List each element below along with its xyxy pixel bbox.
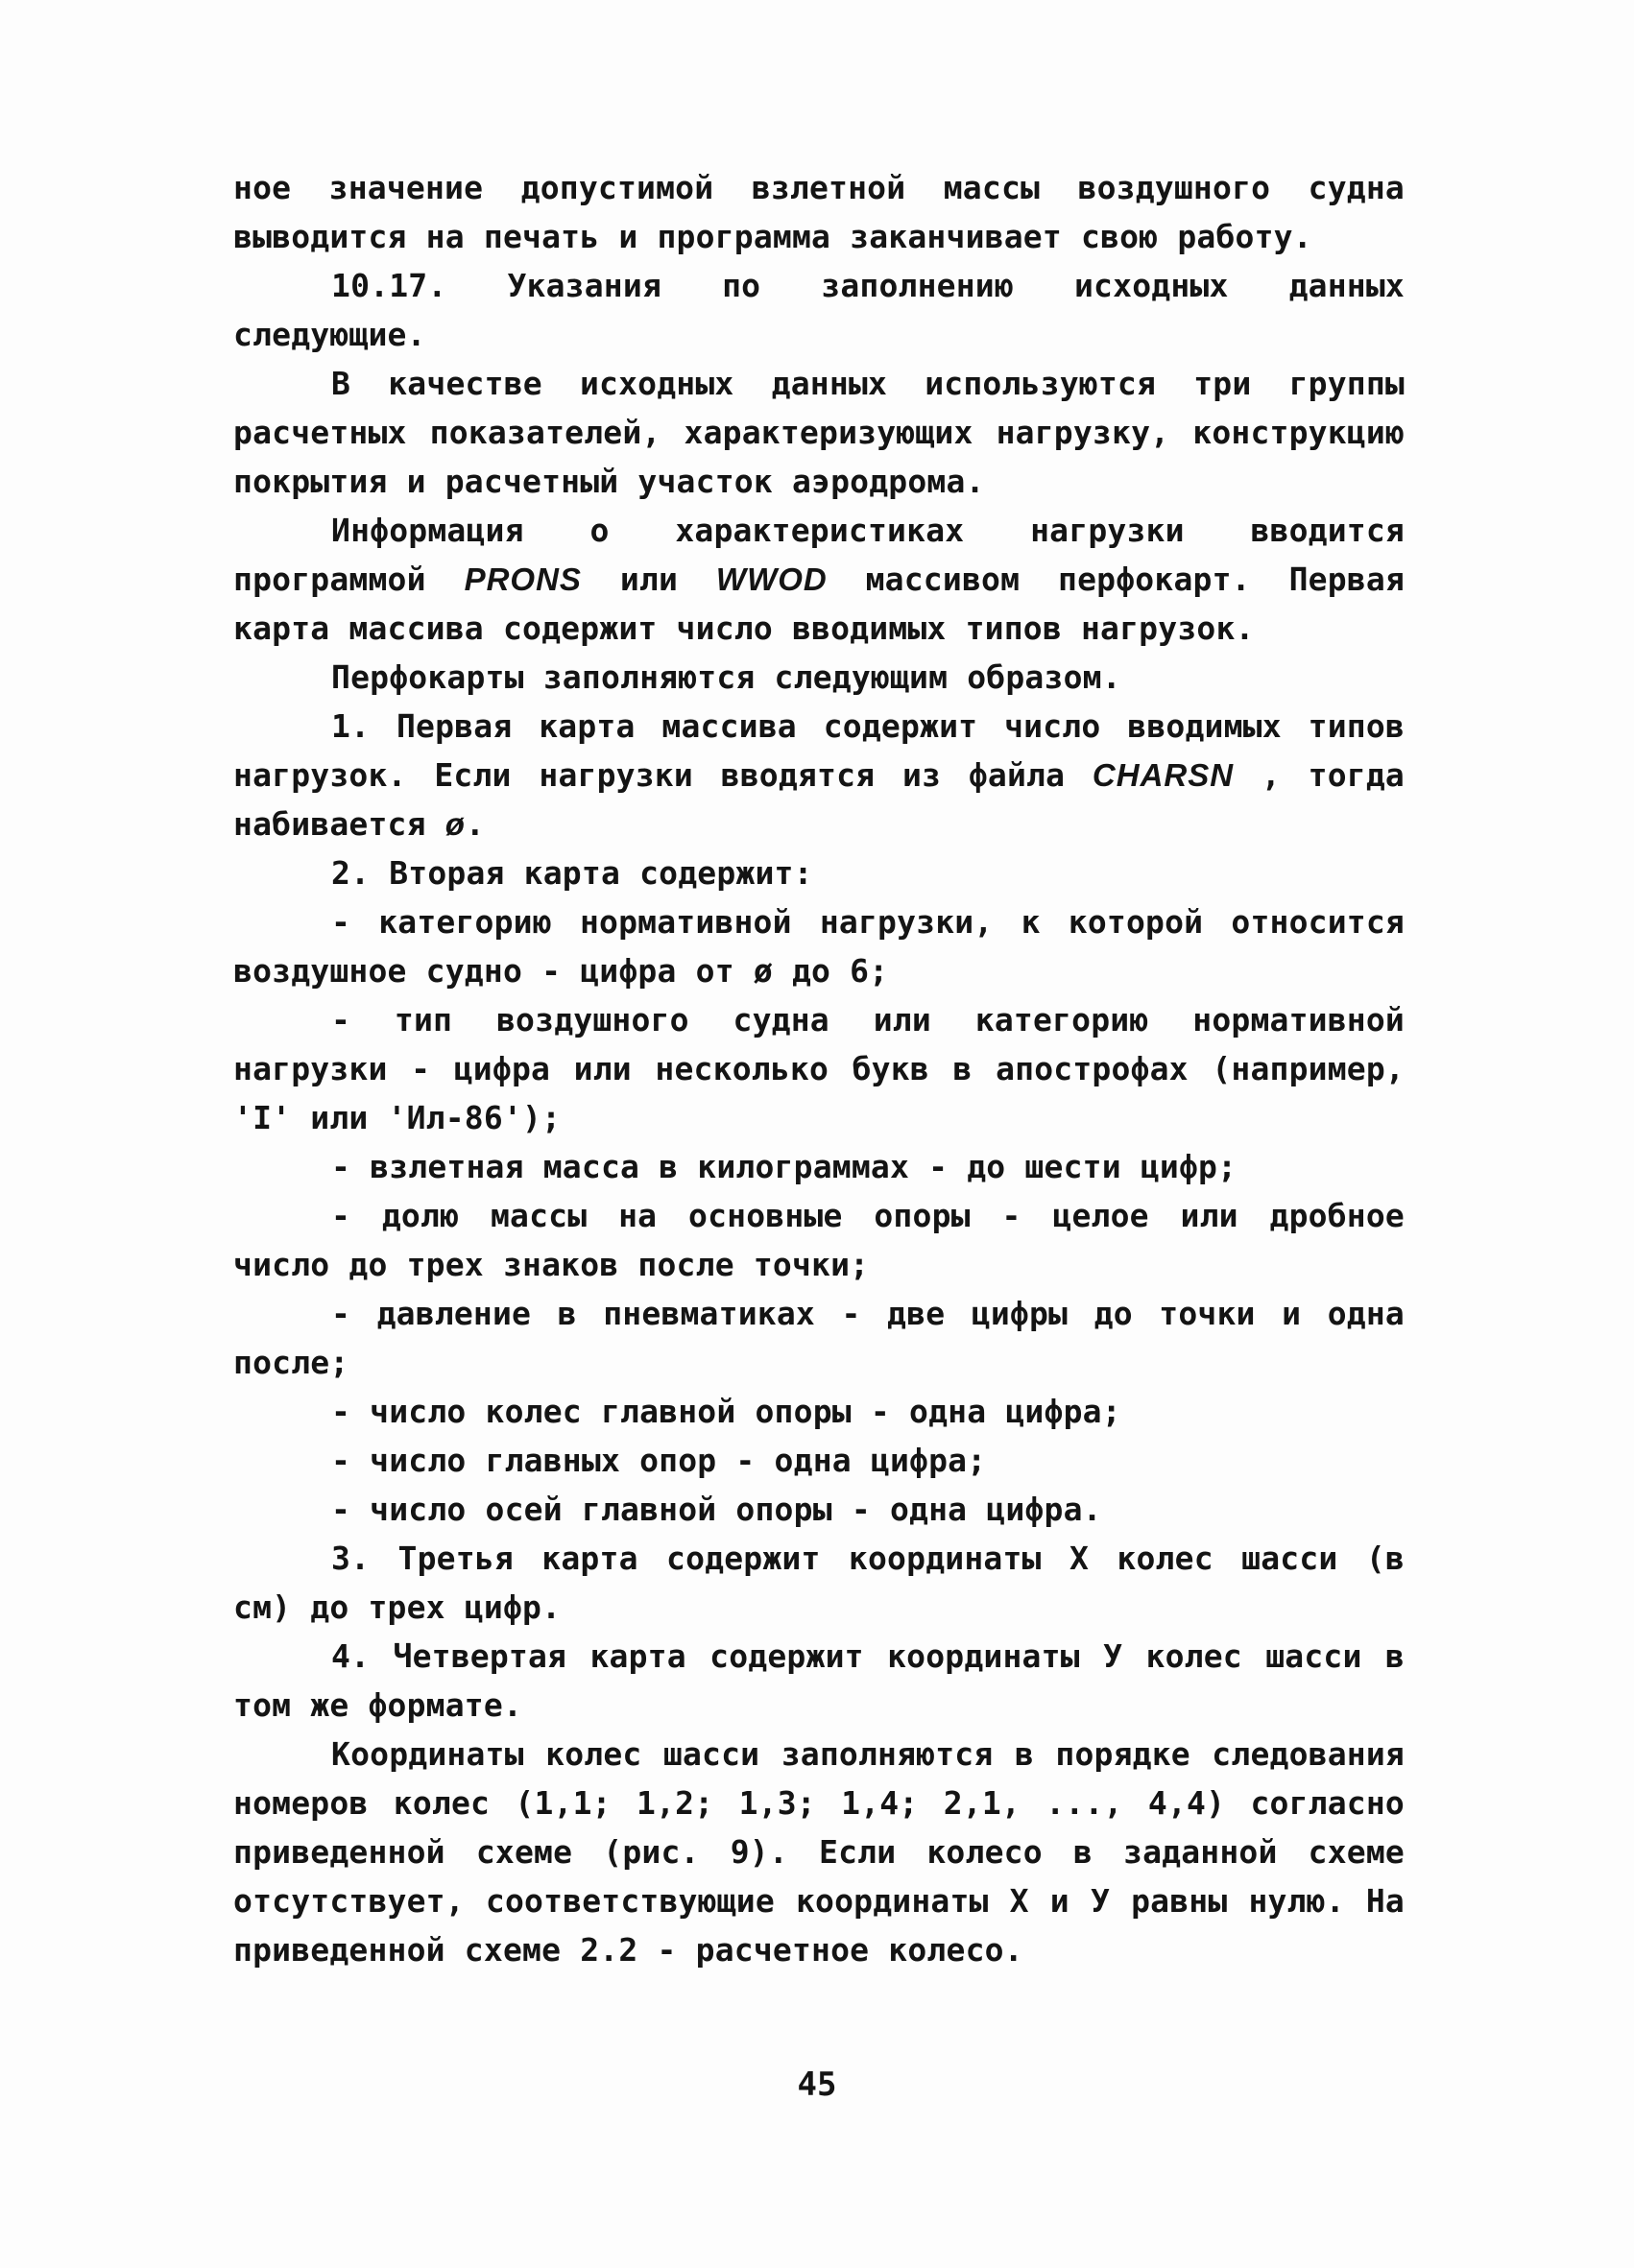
paragraph — [233, 1436, 1405, 1485]
paragraph — [233, 1485, 1405, 1534]
paragraph — [233, 163, 1405, 261]
paragraph-text: Перфокарты заполняются следующим образом. — [331, 658, 1121, 696]
paragraph — [233, 1387, 1405, 1436]
paragraph — [233, 1142, 1405, 1191]
paragraph-text: или — [581, 561, 716, 598]
paragraph-text: 10.17. Указания по заполнению исходных данных следующие. — [233, 267, 1405, 353]
paragraph-text: Координаты колес шасси заполняются в порядке следования номеров колес (1,1; 1,2; 1,3; 1,4; 2,1, ..., 4,4) согласно приведенной схеме (рис. 9). Если колесо в заданной схеме отсутствует, соответствующие координаты X и У равны нулю. На приведенной схеме 2.2 - расчетное колесо. — [233, 1735, 1405, 1969]
paragraph-text: - число осей главной опоры - одна цифра. — [331, 1491, 1102, 1528]
paragraph-text: массивом перфокарт. Первая карта массива содержит число вводимых типов нагрузок. — [233, 561, 1406, 647]
paragraph — [233, 848, 1405, 897]
paragraph-text: - взлетная масса в килограммах - до шести цифр; — [331, 1148, 1238, 1185]
paragraph-text: 2. Вторая карта содержит: — [331, 854, 813, 892]
paragraph-text: - число колес главной опоры - одна цифра; — [331, 1393, 1121, 1430]
paragraph — [233, 506, 1405, 653]
page-number: 45 — [797, 2065, 837, 2104]
paragraph — [233, 653, 1405, 702]
paragraph-text: , тогда набивается — [233, 756, 1405, 843]
handwritten-insert: CHARSN — [1092, 757, 1235, 793]
paragraph-text: В качестве исходных данных используются три группы расчетных показателей, характеризующих нагрузку, конструкцию покрытия и расчетный участок аэродрома. — [233, 365, 1405, 500]
handwritten-insert: PRONS — [464, 561, 582, 597]
body-text — [233, 163, 1405, 1974]
paragraph-text: 4. Четвертая карта содержит координаты У колес шасси в том же формате. — [233, 1637, 1405, 1724]
paragraph — [233, 1191, 1405, 1289]
paragraph-text: . — [465, 805, 485, 843]
paragraph — [233, 1730, 1405, 1974]
paragraph-text: - давление в пневматиках - две цифры до точки и одна после; — [233, 1295, 1405, 1381]
handwritten-insert: WWOD — [715, 561, 828, 597]
paragraph-text: ное значение допустимой взлетной массы воздушного судна выводится на печать и программа заканчивает свою работу. — [233, 169, 1405, 255]
paragraph — [233, 1632, 1405, 1730]
paragraph — [233, 359, 1405, 506]
paragraph-text: - категорию нормативной нагрузки, к которой относится воздушное судно - цифра от ø до 6; — [233, 903, 1405, 990]
paragraph-text: 3. Третья карта содержит координаты X колес шасси (в см) до трех цифр. — [233, 1540, 1405, 1626]
handwritten-insert: ø — [445, 806, 466, 842]
paragraph — [233, 261, 1405, 359]
paragraph — [233, 897, 1405, 995]
paragraph — [233, 1289, 1405, 1387]
paragraph-text: - число главных опор - одна цифра; — [331, 1442, 987, 1479]
paragraph-text: Информация о характеристиках нагрузки вводится программой — [233, 512, 1405, 598]
paragraph — [233, 702, 1405, 848]
paragraph — [233, 995, 1405, 1142]
paragraph — [233, 1534, 1405, 1632]
paragraph-text: 1. Первая карта массива содержит число вводимых типов нагрузок. Если нагрузки вводятся из файла — [233, 707, 1405, 794]
paragraph-text: - долю массы на основные опоры - целое или дробное число до трех знаков после точки; — [233, 1197, 1405, 1283]
paragraph-text: - тип воздушного судна или категорию нормативной нагрузки - цифра или несколько букв в апострофах (например, 'I' или 'Ил-86'); — [233, 1001, 1405, 1136]
